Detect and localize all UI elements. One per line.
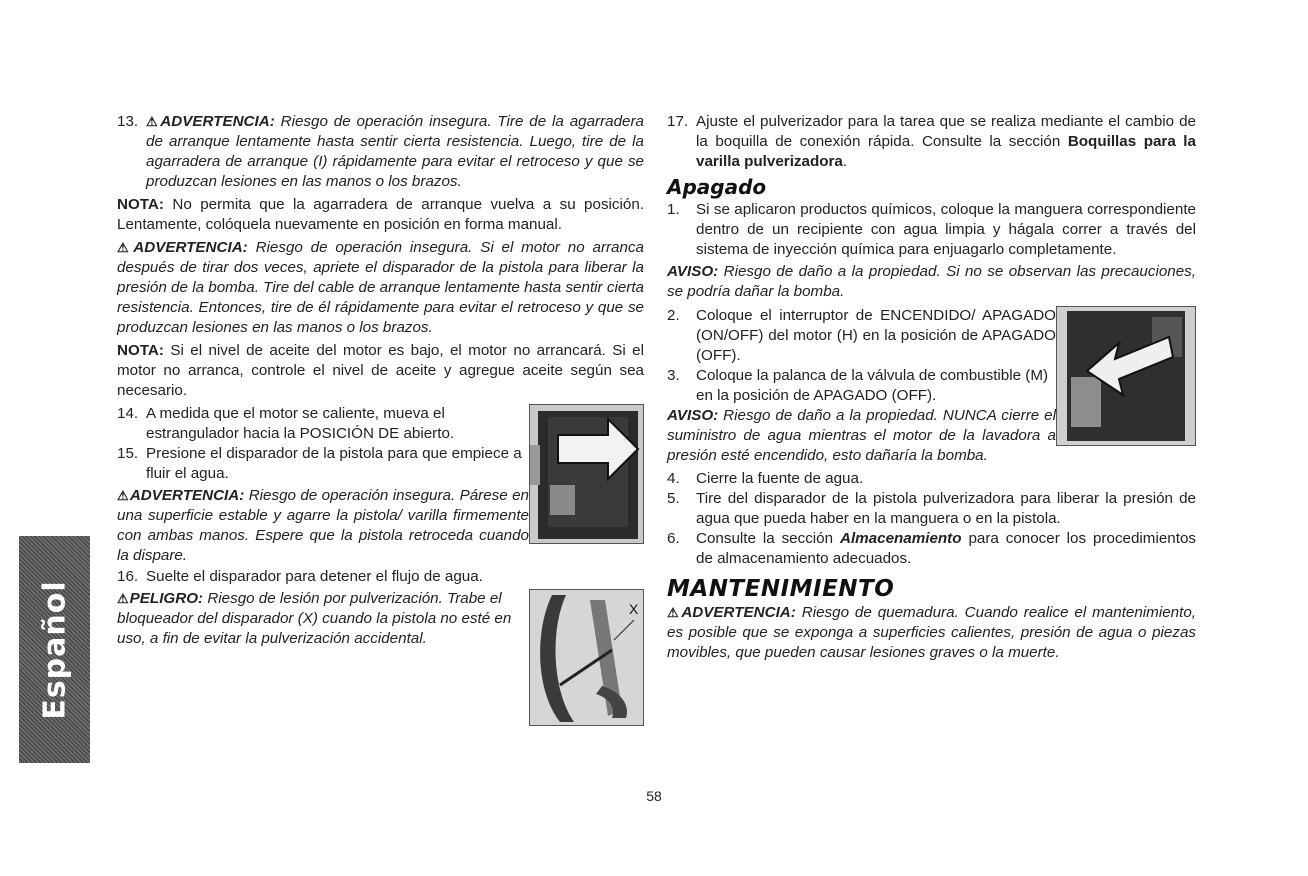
trigger-lock-figure bbox=[529, 589, 644, 726]
note-2: NOTA: Si el nivel de aceite del motor es bajo, el motor no arrancará. Si el motor no arranca, controle el nivel de aceite y agregue aceite según sea necesario. bbox=[117, 342, 644, 399]
warning-triangle-icon: ⚠ bbox=[667, 605, 681, 620]
step-13-warning: 13. ⚠ADVERTENCIA: Riesgo de operación insegura. Tire de la agarradera de arranque lentamente hasta sentir cierta resistencia. Luego, tire de la agarradera de arranque (I) rápidamente para evitar el retroceso y que se produzcan lesiones en las manos o los brazos. bbox=[117, 113, 644, 190]
notice-2: AVISO: Riesgo de daño a la propiedad. NUNCA cierre el suministro de agua mientras el motor de la lavadora a presión esté encendido, esto dañaría la bomba. bbox=[667, 407, 1056, 464]
section-heading-mantenimiento: MANTENIMIENTO bbox=[667, 576, 895, 602]
note-1: NOTA: No permita que la agarradera de arranque vuelva a su posición. Lentamente, colóquela nuevamente en posición en forma manual. bbox=[117, 196, 644, 233]
step-17: 17. Ajuste el pulverizador para la tarea que se realiza mediante el cambio de la boquilla de conexión rápida. Consulte la sección Boquillas para la varilla pulverizadora. bbox=[667, 113, 1196, 170]
section-heading-apagado: Apagado bbox=[667, 175, 767, 199]
maintenance-warning: ⚠ADVERTENCIA: Riesgo de quemadura. Cuando realice el mantenimiento, es posible que se exponga a superficies calientes, presión de agua o piezas movibles, que pueden causar lesiones graves o la muerte. bbox=[667, 604, 1196, 661]
warning-triangle-icon: ⚠ bbox=[117, 488, 129, 503]
right-column bbox=[667, 112, 1196, 663]
shutdown-step-3: 3. Coloque la palanca de la válvula de combustible (M) en la posición de APAGADO (OFF). bbox=[667, 367, 1049, 404]
callout-x-label: X bbox=[629, 601, 639, 617]
shutdown-step-6: 6. Consulte la sección Almacenamiento para conocer los procedimientos de almacenamiento adecuados. bbox=[667, 530, 1196, 567]
notice-1: AVISO: Riesgo de daño a la propiedad. Si no se observan las precauciones, se podría dañar la bomba. bbox=[667, 263, 1196, 300]
language-tab-label: Español bbox=[37, 579, 72, 720]
shutdown-step-4: 4. Cierre la fuente de agua. bbox=[667, 470, 864, 487]
left-column bbox=[117, 112, 644, 726]
warning-triangle-icon: ⚠ bbox=[117, 591, 129, 606]
warning-2: ⚠ADVERTENCIA: Riesgo de operación insegura. Si el motor no arranca después de tirar dos veces, apriete el disparador de la pistola para liberar la presión de la bomba. Tire del cable de arranque lentamente hasta sentir cierta resistencia. Entonces, tire de él rápidamente para evitar el retroceso y que se produzcan lesiones en las manos o los brazos. bbox=[117, 239, 644, 336]
danger-warning: ⚠PELIGRO: Riesgo de lesión por pulverización. Trabe el bloqueador del disparador (X) cuando la pistola no esté en uso, a fin de evitar la pulverización accidental. bbox=[117, 590, 512, 647]
step-15: 15. Presione el disparador de la pistola para que empiece a fluir el agua. bbox=[117, 445, 522, 482]
shutdown-step-5: 5. Tire del disparador de la pistola pulverizadora para liberar la presión de agua que pueda haber en la manguera o en la pistola. bbox=[667, 490, 1196, 527]
warning-3: ⚠ADVERTENCIA: Riesgo de operación insegura. Párese en una superficie estable y agarre la pistola/ varilla firmemente con ambas manos. Espere que la pistola retroceda cuando la dispare. bbox=[117, 487, 529, 564]
warning-triangle-icon: ⚠ bbox=[117, 240, 133, 255]
shutdown-step-1: 1. Si se aplicaron productos químicos, coloque la manguera correspondiente dentro de un recipiente con agua limpia y hágala correr a través del sistema de inyección química para enjuagarlo completamente. bbox=[667, 201, 1196, 258]
language-side-tab bbox=[19, 536, 90, 763]
warning-triangle-icon: ⚠ bbox=[146, 114, 160, 129]
step-16: 16. Suelte el disparador para detener el flujo de agua. bbox=[117, 568, 483, 585]
page-number: 58 bbox=[646, 788, 662, 804]
step-14: 14. A medida que el motor se caliente, mueva el estrangulador hacia la POSICIÓN DE abierto. bbox=[117, 405, 455, 442]
shutdown-step-2: 2. Coloque el interruptor de ENCENDIDO/ APAGADO (ON/OFF) del motor (H) en la posición de APAGADO (OFF). bbox=[667, 307, 1056, 364]
